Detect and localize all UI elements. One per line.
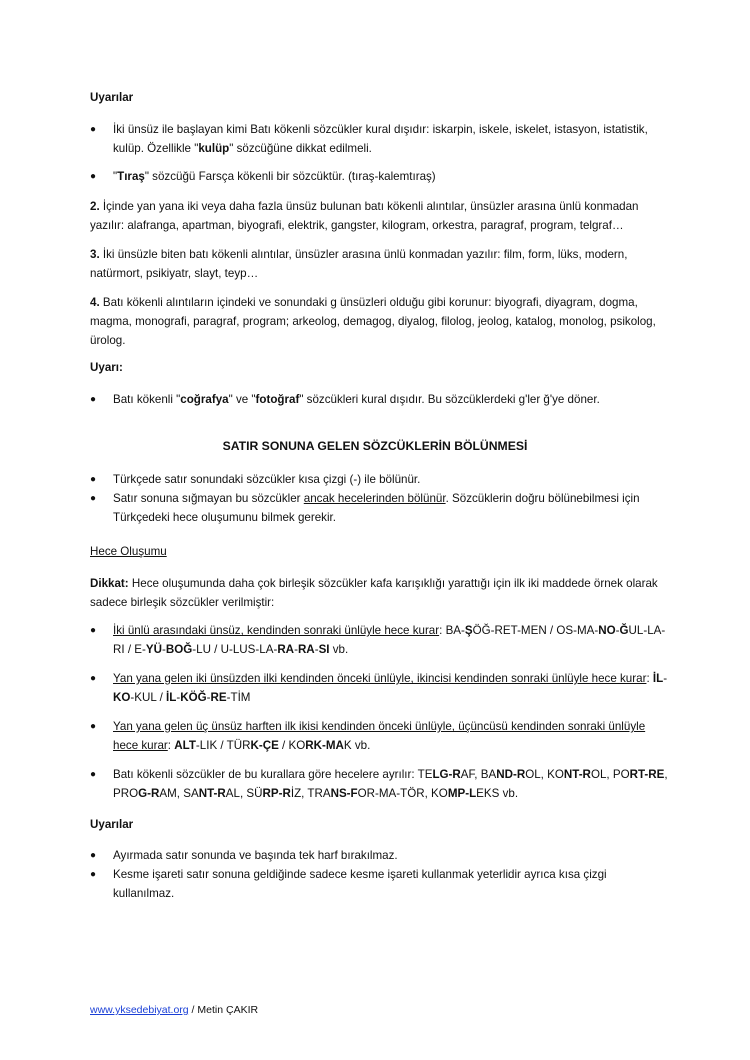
dikkat-paragraph: Dikkat: Hece oluşumunda daha çok birleşik sözcükler kafa karışıklığı yarattığı için ilk iki maddede örnek olarak sadece birleşik sözcükler verilmiştir: xyxy=(90,577,658,609)
rule-3: 3. İki ünsüzle biten batı kökenli alıntılar, ünsüzler arasına ünlü konmadan yazılır: film, form, lüks, modern, natürmort, psikiyatr, slayt, teyp… xyxy=(90,248,628,280)
syllable-segment: NO xyxy=(598,624,616,637)
syllable-segment: İZ, TRA xyxy=(290,787,331,800)
syllable-rule-3 xyxy=(90,717,670,755)
syllable-segment: YÜ xyxy=(145,643,162,656)
syllable-segment: İL xyxy=(166,691,177,704)
syllable-segment: AF, BA xyxy=(460,768,497,781)
section-title: SATIR SONUNA GELEN SÖZCÜKLERİN BÖLÜNMESİ xyxy=(222,439,528,453)
bullet-icon: ● xyxy=(90,474,97,485)
warnings-3-heading: Uyarılar xyxy=(90,818,134,831)
syllable-segment: ALT xyxy=(174,739,196,752)
bullet-icon: ● xyxy=(90,394,97,405)
rule-2: 2. İçinde yan yana iki veya daha fazla ünsüz bulunan batı kökenli alıntılar, ünsüzler arasına ünlü konmadan yazılır: alafranga, apartman, biyografi, elektrik, gangster, kilogram, orkestra, paragraf, program, telgraf… xyxy=(90,200,639,232)
syllable-segment: ÖĞ-RET-MEN / OS-MA- xyxy=(472,624,599,637)
section-bullet-1-text: Türkçede satır sonundaki sözcükler kısa çizgi (-) ile bölünür. xyxy=(113,473,421,486)
syllable-segment: OR-MA-TÖR, KO xyxy=(357,787,448,800)
syllable-segment: , PRO xyxy=(113,768,668,800)
syllable-segment: K-ÇE xyxy=(250,739,279,752)
syllable-rule-1 xyxy=(90,621,670,659)
syllable-segment: BA- xyxy=(445,624,465,637)
syllable-segment: NT-R xyxy=(563,768,591,781)
syllable-rule-2 xyxy=(90,669,670,707)
footer-link[interactable]: www.yksedebiyat.org xyxy=(90,1004,189,1016)
syllable-segment: - xyxy=(314,643,319,656)
rule-4: 4. Batı kökenli alıntıların içindeki ve sonundaki g ünsüzleri olduğu gibi korunur: biyografi, diyagram, dogma, magma, monografi, paragraf, program; arkeolog, demagog, diyalog, filolog, jeolog, katalog, monolog, psikolog, ürolog. xyxy=(90,296,656,347)
syllable-segment: OL, KO xyxy=(525,768,564,781)
syllable-segment: -LU / U-LUS-LA- xyxy=(192,643,278,656)
syllable-segment: RK-MA xyxy=(305,739,344,752)
footer-author: Metin ÇAKIR xyxy=(197,1004,259,1016)
syllable-segment: RA xyxy=(297,643,315,656)
bullet-icon: ● xyxy=(90,769,97,780)
bullet-icon: ● xyxy=(90,625,97,636)
footer-separator: / xyxy=(188,1004,198,1016)
warnings-3-bullet-2-text: Kesme işareti satır sonuna geldiğinde sadece kesme işareti kullanmak yeterlidir ayrıca kısa çizgi kullanılmaz. xyxy=(113,868,607,900)
syllable-segment: NS-F xyxy=(330,787,358,800)
bullet-icon: ● xyxy=(90,850,97,861)
syllable-segment: vb. xyxy=(329,643,349,656)
syllable-segment: EKS vb. xyxy=(476,787,519,800)
syllable-segment: LG-R xyxy=(432,768,461,781)
warning-bullet-1 xyxy=(90,120,670,158)
bullet-icon: ● xyxy=(90,869,97,880)
bullet-icon: ● xyxy=(90,171,97,182)
syllable-segment: KO xyxy=(113,691,131,704)
syllable-rule-4-text: Batı kökenli sözcükler de bu kurallara göre hecelere ayrılır: TELG-RAF, BAND-ROL, KONT-ROL, PORT-RE, PROG-RAM, SANT-RAL, SÜRP-RİZ, TRANS-FOR-MA-TÖR, KOMP-LEKS vb. xyxy=(113,768,668,800)
syllable-segment: RP-R xyxy=(262,787,291,800)
syllable-rule-1-text: İki ünlü arasındaki ünsüz, kendinden sonraki ünlüyle hece kurar: BA-ŞÖĞ-RET-MEN / OS-MA-NO-ĞUL-LA-RI / E-YÜ-BOĞ-LU / U-LUS-LA-RA-RA-SI vb. xyxy=(113,624,666,656)
warnings-3-bullet-1-text: Ayırmada satır sonunda ve başında tek harf bırakılmaz. xyxy=(113,849,398,862)
footer xyxy=(90,1002,258,1018)
warnings-3-bullet-1 xyxy=(90,846,670,865)
syllable-segment: BOĞ xyxy=(165,643,193,656)
syllable-segment: RA xyxy=(277,643,295,656)
syllable-segment: - xyxy=(615,624,620,637)
syllable-segment: Ğ xyxy=(619,624,629,637)
syllable-rule-3-text: Yan yana gelen üç ünsüz harften ilk ikisi kendinden önceki ünlüyle, üçüncüsü kendinden sonraki ünlüyle hece kurar: ALT-LIK / TÜRK-ÇE / KORK-MAK vb. xyxy=(113,720,646,752)
syllable-segment: TE xyxy=(417,768,433,781)
syllable-segment: NT-R xyxy=(198,787,226,800)
syllable-segment: AM, SA xyxy=(159,787,199,800)
syllable-segment: RT-RE xyxy=(629,768,665,781)
syllable-segment: AL, SÜ xyxy=(225,787,263,800)
warnings-heading-text: Uyarılar xyxy=(90,91,134,104)
section-bullet-2-text: Satır sonuna sığmayan bu sözcükler ancak hecelerinden bölünür. Sözcüklerin doğru bölünebilmesi için Türkçedeki hece oluşumunu bilmek gerekir. xyxy=(113,492,640,524)
syllable-segment: - xyxy=(294,643,298,656)
warnings-3-bullet-2 xyxy=(90,865,670,903)
section-bullet-1 xyxy=(90,470,670,489)
bullet-icon: ● xyxy=(90,721,97,732)
syllable-segment: ND-R xyxy=(496,768,526,781)
bullet-icon: ● xyxy=(90,493,97,504)
warning-2-heading: Uyarı: xyxy=(90,361,123,374)
section-bullet-2 xyxy=(90,489,670,527)
warning-bullet-2 xyxy=(90,167,670,186)
syllable-segment: - xyxy=(663,672,668,685)
syllable-segment: -TİM xyxy=(226,691,251,704)
warning-2-bullet-text: Batı kökenli "coğrafya" ve "fotoğraf" sözcükleri kural dışıdır. Bu sözcüklerdeki g'ler ğ'ye döner. xyxy=(113,393,600,406)
syllable-segment: G-R xyxy=(138,787,160,800)
syllable-rule-2-text: Yan yana gelen iki ünsüzden ilki kendinden önceki ünlüyle, ikincisi kendinden sonraki ünlüyle hece kurar: İL-KO-KUL / İL-KÖĞ-RE-TİM xyxy=(113,672,668,704)
syllable-heading: Hece Oluşumu xyxy=(90,545,167,558)
syllable-segment: Ş xyxy=(464,624,473,637)
syllable-segment: SI xyxy=(318,643,330,656)
syllable-segment: - xyxy=(161,643,166,656)
syllable-segment: -LIK / TÜR xyxy=(195,739,251,752)
syllable-segment: UL-LA-RI / E- xyxy=(113,624,666,656)
syllable-segment: OL, PO xyxy=(590,768,630,781)
syllable-segment: / KO xyxy=(278,739,306,752)
warning-2-bullet xyxy=(90,390,670,409)
syllable-segment: RE xyxy=(210,691,227,704)
syllable-segment: İL xyxy=(652,672,664,685)
warning-bullet-1-text: İki ünsüz ile başlayan kimi Batı kökenli sözcükler kural dışıdır: iskarpin, iskele, iskelet, istasyon, istatistik, kulüp. Özellikle "kulüp" sözcüğüne dikkat edilmeli. xyxy=(113,123,648,155)
bullet-icon: ● xyxy=(90,673,97,684)
syllable-segment: MP-L xyxy=(447,787,477,800)
syllable-segment: - xyxy=(176,691,181,704)
bullet-icon: ● xyxy=(90,124,97,135)
warnings-heading xyxy=(90,88,670,107)
warning-bullet-2-text: "Tıraş" sözcüğü Farsça kökenli bir sözcüktür. (tıraş-kalemtıraş) xyxy=(113,170,436,183)
syllable-segment: -KUL / xyxy=(130,691,167,704)
syllable-rule-4 xyxy=(90,765,670,803)
syllable-segment: K vb. xyxy=(343,739,371,752)
syllable-segment: KÖĞ xyxy=(180,691,207,704)
syllable-segment: - xyxy=(206,691,211,704)
